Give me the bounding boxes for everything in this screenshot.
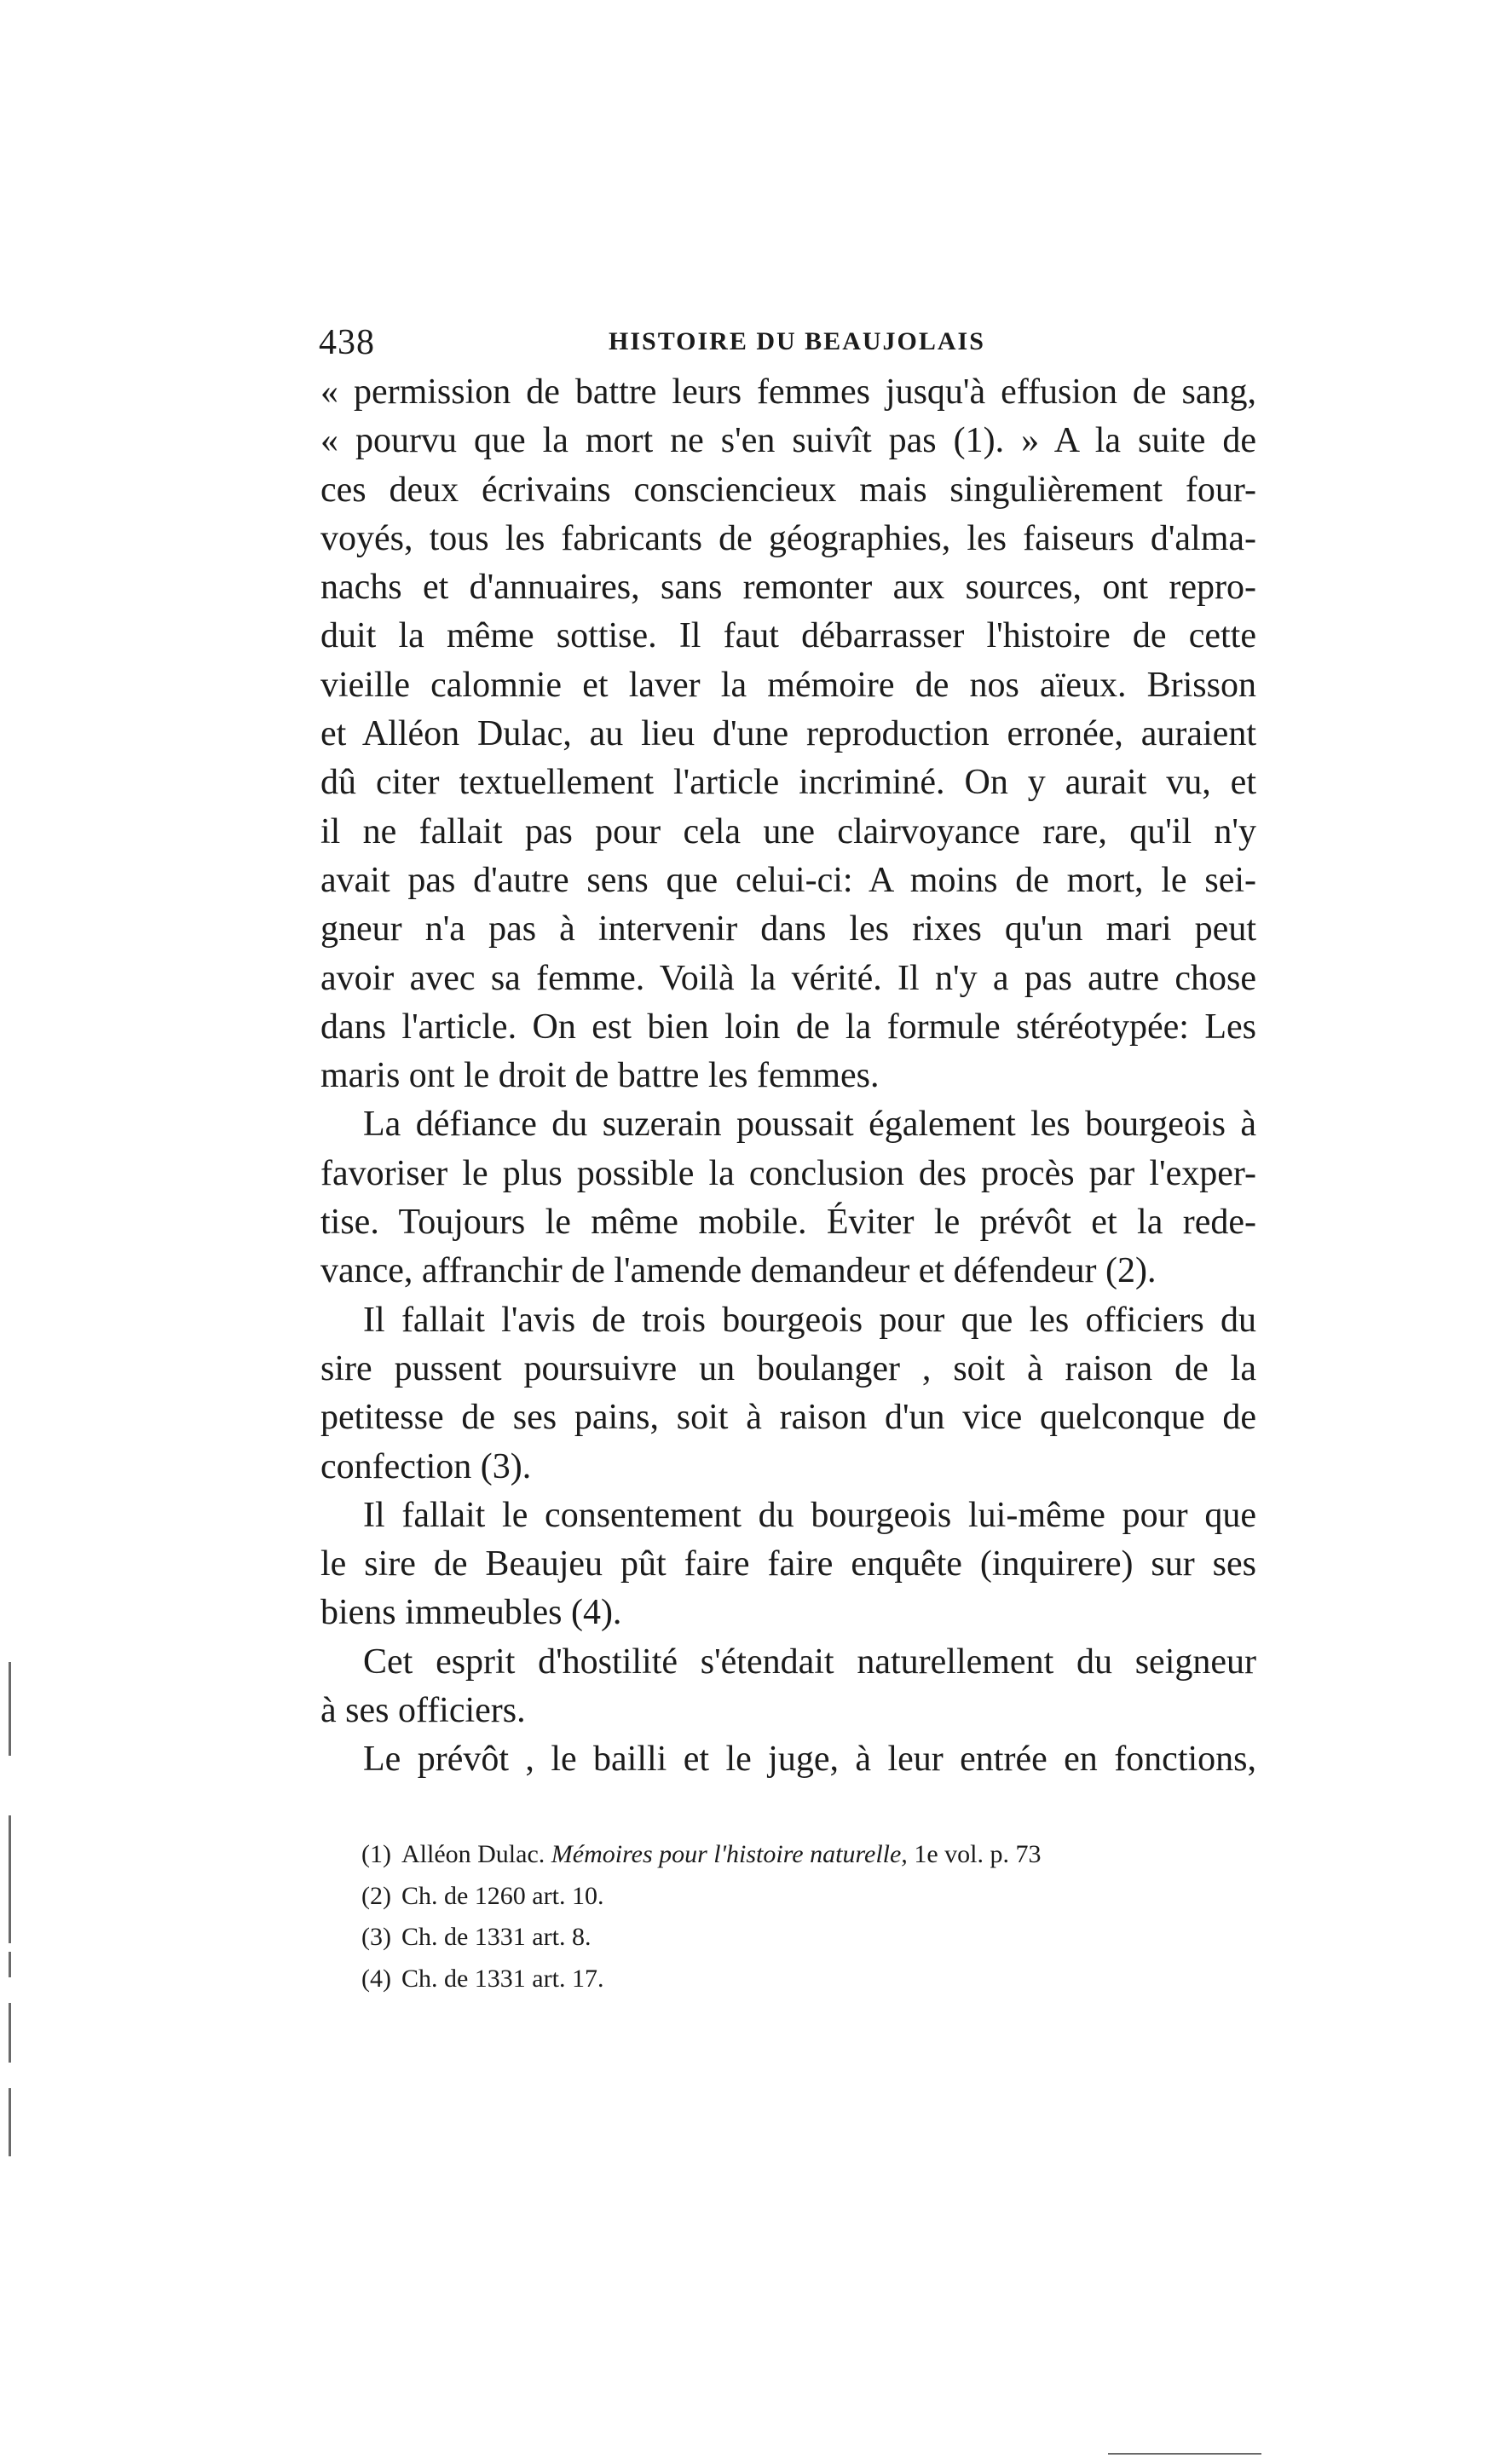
text-line: biens immeubles (4).: [320, 1593, 622, 1633]
running-title: HISTOIRE DU BEAUJOLAIS: [609, 327, 985, 355]
text-line: il ne fallait pas pour cela une clairvoyance rare, qu'il n'y: [320, 811, 1256, 851]
footnote-2: [361, 1876, 1214, 1918]
paragraph-first-line: Il fallait l'avis de trois bourgeois pour que les officiers du: [363, 1300, 1256, 1340]
footnote-author: Alléon Dulac.: [401, 1840, 545, 1868]
footnote-number: (2): [361, 1881, 391, 1910]
footnote-number: (3): [361, 1923, 391, 1951]
text-line: tise. Toujours le même mobile. Éviter le prévôt et la rede-: [320, 1203, 1256, 1243]
footnote-number: (1): [361, 1840, 391, 1868]
footnote-1: [361, 1834, 1214, 1876]
text-line: nachs et d'annuaires, sans remonter aux sources, ont repro-: [320, 568, 1256, 608]
text-line: vance, affranchir de l'amende demandeur et défendeur (2).: [320, 1251, 1157, 1291]
text-line: avoir avec sa femme. Voilà la vérité. Il n'y a pas autre chose: [320, 958, 1256, 998]
text-line: maris ont le droit de battre les femmes.: [320, 1056, 880, 1096]
scan-mark: [9, 1662, 11, 1756]
scan-mark: [9, 1952, 11, 1977]
footnote-text: Ch. de 1331 art. 17.: [401, 1964, 604, 1993]
text-line: à ses officiers.: [320, 1691, 526, 1731]
paragraph-first-line: Cet esprit d'hostilité s'étendait naturellement du seigneur: [363, 1642, 1256, 1682]
scan-mark: [9, 1815, 11, 1943]
text-line: dû citer textuellement l'article incriminé. On y aurait vu, et: [320, 763, 1256, 803]
text-line: voyés, tous les fabricants de géographies, les faiseurs d'alma-: [320, 518, 1256, 558]
text-line: « permission de battre leurs femmes jusqu'à effusion de sang,: [320, 372, 1256, 412]
footnotes: [361, 1834, 1214, 1999]
footnote-3: [361, 1917, 1214, 1959]
footnote-text: Ch. de 1260 art. 10.: [401, 1881, 604, 1910]
text-line: « pourvu que la mort ne s'en suivît pas (1). » A la suite de: [320, 421, 1256, 461]
text-line: vieille calomnie et laver la mémoire de nos aïeux. Brisson: [320, 665, 1256, 705]
page-number: 438: [319, 323, 375, 362]
text-line: confection (3).: [320, 1446, 532, 1486]
page-header: [319, 322, 1256, 360]
text-line: avait pas d'autre sens que celui-ci: A moins de mort, le sei-: [320, 860, 1256, 900]
footnote-reference: 1e vol. p. 73: [914, 1840, 1042, 1868]
scan-mark: [9, 2003, 11, 2063]
text-line: gneur n'a pas à intervenir dans les rixes qu'un mari peut: [320, 909, 1256, 949]
paragraph-first-line: La défiance du suzerain poussait également les bourgeois à: [363, 1105, 1256, 1145]
text-line: et Alléon Dulac, au lieu d'une reproduction erronée, auraient: [320, 714, 1256, 754]
text-line: duit la même sottise. Il faut débarrasser l'histoire de cette: [320, 616, 1256, 656]
text-line: ces deux écrivains consciencieux mais singulièrement four-: [320, 470, 1256, 510]
text-line: le sire de Beaujeu pût faire faire enquête (inquirere) sur ses: [320, 1544, 1256, 1584]
text-line: sire pussent poursuivre un boulanger , soit à raison de la: [320, 1348, 1256, 1388]
paragraph-first-line: Le prévôt , le bailli et le juge, à leur entrée en fonctions,: [363, 1740, 1256, 1780]
scan-mark: [9, 2088, 11, 2156]
footnote-text: Ch. de 1331 art. 8.: [401, 1923, 592, 1951]
footnote-title: Mémoires pour l'histoire naturelle,: [551, 1840, 908, 1868]
paragraph-first-line: Il fallait le consentement du bourgeois lui-même pour que: [363, 1495, 1256, 1535]
footnote-4: [361, 1959, 1214, 2000]
text-line: favoriser le plus possible la conclusion des procès par l'exper-: [320, 1153, 1256, 1193]
text-line: petitesse de ses pains, soit à raison d'un vice quelconque de: [320, 1398, 1256, 1438]
text-line: dans l'article. On est bien loin de la formule stéréotypée: Les: [320, 1007, 1256, 1047]
body-text: [320, 368, 1256, 1785]
footnote-number: (4): [361, 1964, 391, 1993]
scan-mark: [1108, 2453, 1261, 2455]
